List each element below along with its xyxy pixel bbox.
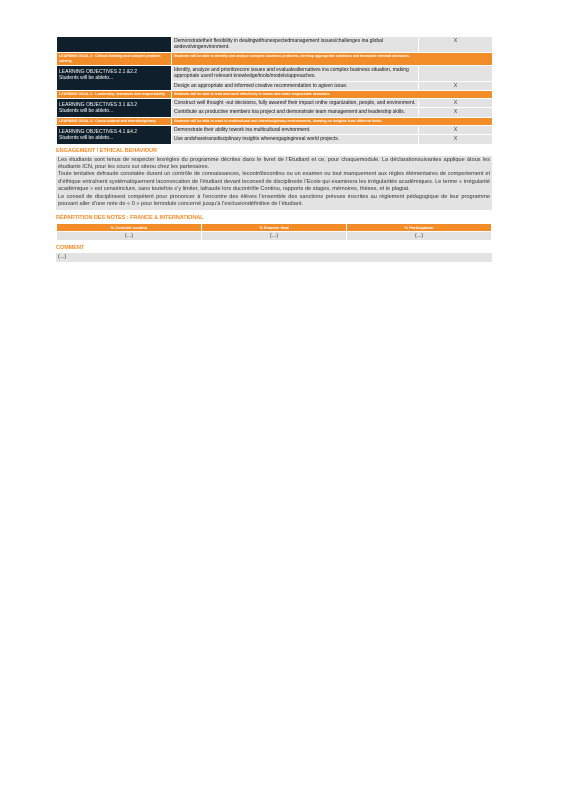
syllabus-page (56, 36, 492, 262)
learning-objectives-label: LEARNING OBJECTIVES 2.1 &2.2 (59, 68, 138, 75)
learning-goal-header-row (57, 91, 493, 99)
grading-value-participation: (...) (347, 231, 492, 240)
ethics-paragraph-1: Les étudiants sont tenus de respecter lesrègles du programme décrites dans le livret de l’Etudiant et ce, pour chaquemodule. La déclarationsuivantes applique àtous les étudiants ICN, pour les cours sur siteou chez les partenaires. (58, 156, 490, 171)
objective-mark: X (419, 99, 493, 108)
learning-objectives-sub: Students will be ableto... (59, 75, 114, 82)
learning-objectives-table (56, 36, 493, 145)
learning-objectives-label: LEARNING OBJECTIVES 3.1 &3.2 (59, 102, 138, 109)
objective-row (57, 37, 493, 53)
grading-value-continuous: (...) (57, 231, 202, 240)
ethics-title: ENGAGEMENT ! ETHICAL BEHAVIOUR (56, 147, 157, 154)
learning-goal-description: Students will be able to lead and work effectively in teams and make responsible decisions. (172, 91, 493, 99)
objective-mark: X (419, 125, 493, 134)
objective-mark: X (419, 135, 493, 144)
ethics-text-block (56, 156, 492, 210)
learning-goal-description: Students will be able to work in multicultural and interdisciplinary environments, drawing on insights from different fields. (172, 117, 493, 125)
ethics-paragraph-3: Le conseil de disciplineest compétent pour prononcer à l’encontre des élèves l’ensemble des sanctions prévues inscrites au règlement pédagogique de leur programme pouvant aller d’une note de « 0 » pour lemodule concerné jusqu’à l’exclusiondéfinitive de l’étudiant. (58, 193, 490, 208)
grading-table (56, 223, 492, 241)
learning-objectives-sub: Students will be ableto... (59, 108, 114, 115)
learning-goal-header-row (57, 52, 493, 65)
grading-header-continuous: % Contrôle continu (57, 223, 202, 231)
comment-title: COMMENT (56, 244, 85, 251)
grading-header-participation: % Participation (347, 223, 492, 231)
objective-description: Contribute as productive members toa project and demonstrate team management and leadership skills. (172, 108, 419, 117)
learning-goal-title: LEARNING GOAL 3 : Leadership, teamwork and responsibility (57, 91, 172, 99)
learning-objectives-cell (57, 99, 172, 118)
objective-description: Identify, analyze and prioritizecore issues and evaluatealternatives ina complex business situation, making appropriate useof relevant knowledge/tools/models/approaches. (172, 65, 419, 81)
objective-mark: X (419, 37, 493, 53)
objective-description: Demonstrate their ability towork ina multicultural environment. (172, 125, 419, 134)
grading-header-exam: % Examen final (202, 223, 347, 231)
objective-description: Construct well thought -out decisions, fully awareof their impact onthe organization, people, and environment. (172, 99, 419, 108)
learning-objectives-cell (57, 65, 172, 90)
learning-goal-title: LEARNING GOAL 4 : Cross-cultural and interdisciplinary (57, 117, 172, 125)
comment-text: (...) (56, 253, 492, 262)
objective-mark (419, 65, 493, 81)
ethics-paragraph-2: Toute tentative defraude constatée durant un contrôle de connaissances, lecontrôlecontinu ou un examen ou tout manquement aux règles élémentaires de comportement et d’éthique entraînent systématiquement laconvocation de l’étudiant devant leconseil de disciplinede l’Ecole qui examinera les irrégularités académiques. Le terme « irrégularité académique » est censéinclure, sans toutefois s’y limiter, lafraude lors ducontrôle Continu, rapports de stages, mémoires, thèses, et le plagiat. (58, 171, 490, 193)
objective-description: Demonstratetheir flexibility in dealingwithunexpectedmanagement issues/challenges ina global andevolvingenvironment. (172, 37, 419, 53)
objective-description: Design an appropriate and informed creative recommendation to agiven issue. (172, 81, 419, 90)
objectives-body (57, 37, 493, 145)
learning-objectives-label: LEARNING OBJECTIVES 4.1 &4.2 (59, 128, 138, 135)
objective-description: Use andsharetransdisciplinary insights whenengaginginreal world projects. (172, 135, 419, 144)
grading-value-row (57, 231, 492, 240)
grading-header-row (57, 223, 492, 231)
grading-title: RÉPARTITION DES NOTES : FRANCE & INTERNATIONAL (56, 214, 204, 221)
learning-objectives-sub: Students will be ableto... (59, 135, 114, 142)
learning-objectives-cell (57, 125, 172, 144)
objective-row (57, 99, 493, 108)
objective-row (57, 125, 493, 134)
learning-goal-title: LEARNING GOAL 2 : Critical thinking and complex problem solving (57, 52, 172, 65)
learning-goal-header-row (57, 117, 493, 125)
learning-goal-description: Students will be able to identify and analyze complex business problems, develop appropriate solutions and formulate relevant decisions. (172, 52, 493, 65)
objective-row (57, 65, 493, 81)
objective-mark: X (419, 108, 493, 117)
objective-mark: X (419, 81, 493, 90)
grading-value-exam: (...) (202, 231, 347, 240)
learning-objectives-cell (57, 37, 172, 53)
